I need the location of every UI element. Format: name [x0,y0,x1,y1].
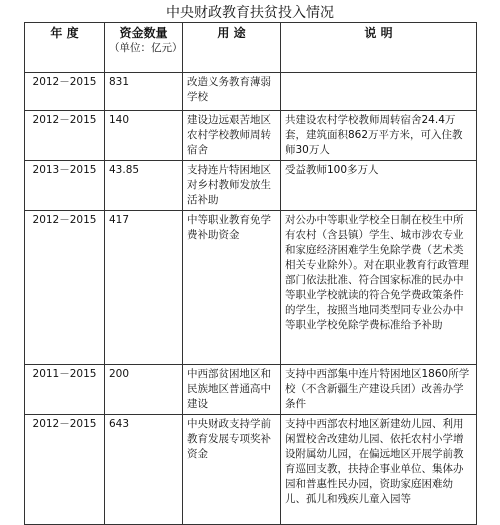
header-usage: 用 途 [183,23,281,73]
cell-note: 受益教师100多万人 [281,161,477,211]
cell-note: 共建设农村学校教师周转宿舍24.4万套，建筑面积862万平方米，可入住教师30万人 [281,111,477,161]
cell-amount: 831 [105,73,183,111]
table-row [25,161,477,211]
cell-note [281,73,477,111]
cell-amount: 43.85 [105,161,183,211]
header-amount-label: 资金数量 [119,26,168,40]
cell-note: 对公办中等职业学校全日制在校生中所有农村（含县镇）学生、城市涉农专业和家庭经济困难学生免除学费（艺术类相关专业除外）。对在职业教育行政管理部门依法批准、符合国家标准的民办中等职业学校就读的符合免学费政策条件的学生，按照当地同类型同专业公办中等职业学校免除学费标准给予补助 [281,211,477,365]
table-row [25,365,477,415]
cell-usage: 中等职业教育免学费补助资金 [183,211,281,365]
header-amount-unit: （单位：亿元） [109,42,183,54]
header-year: 年 度 [25,23,105,73]
cell-year: 2012－2015 [25,111,105,161]
cell-year: 2012－2015 [25,211,105,365]
cell-usage: 中央财政支持学前教育发展专项奖补资金 [183,415,281,525]
table-row [25,111,477,161]
funding-table [24,22,477,525]
cell-year: 2011－2015 [25,365,105,415]
cell-amount: 643 [105,415,183,525]
cell-usage: 建设边远艰苦地区农村学校教师周转宿舍 [183,111,281,161]
cell-note: 支持中西部集中连片特困地区1860所学校（不含新疆生产建设兵团）改善办学条件 [281,365,477,415]
table-header-row [25,23,477,73]
table-row [25,415,477,525]
cell-amount: 200 [105,365,183,415]
cell-amount: 140 [105,111,183,161]
table-row [25,73,477,111]
cell-usage: 改造义务教育薄弱学校 [183,73,281,111]
page-title: 中央财政教育扶贫投入情况 [166,5,334,21]
cell-usage: 中西部贫困地区和民族地区普通高中建设 [183,365,281,415]
header-amount [105,23,183,73]
cell-year: 2013－2015 [25,161,105,211]
cell-note: 支持中西部农村地区新建幼儿园、利用闲置校舍改建幼儿园、依托农村小学增设附属幼儿园，在偏远地区开展学前教育巡回支教，扶持企事业单位、集体办园和普惠性民办园，资助家庭困难幼儿、孤儿和残疾儿童入园等 [281,415,477,525]
table-row [25,211,477,365]
header-note: 说 明 [281,23,477,73]
cell-usage: 支持连片特困地区对乡村教师发放生活补助 [183,161,281,211]
cell-amount: 417 [105,211,183,365]
cell-year: 2012－2015 [25,73,105,111]
cell-year: 2012－2015 [25,415,105,525]
